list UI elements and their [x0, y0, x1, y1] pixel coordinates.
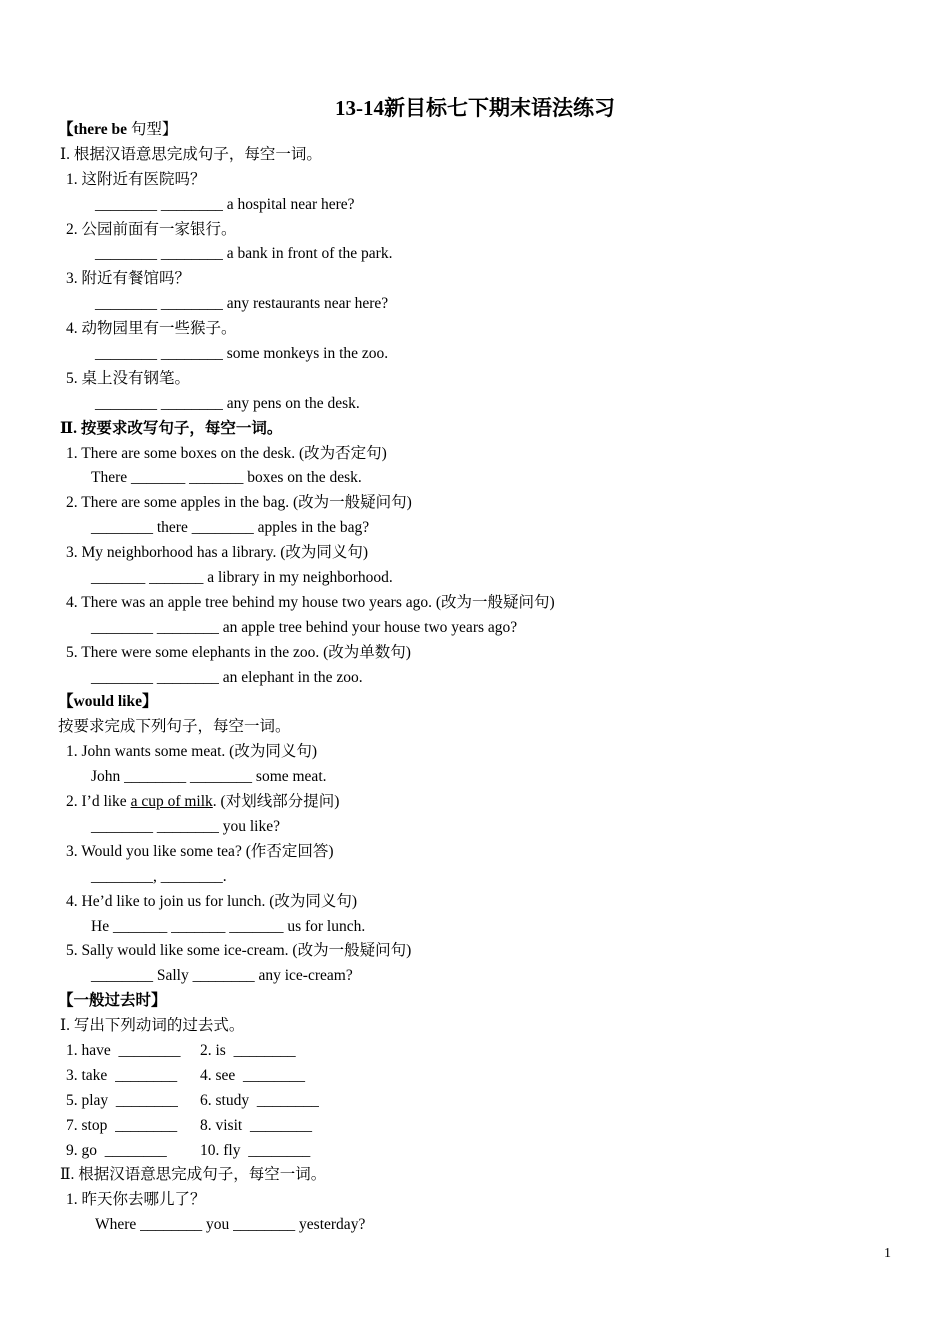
answer-line: ________ there ________ apples in the bag? — [91, 519, 370, 537]
verb-row — [58, 1089, 898, 1114]
answer-line: ________ ________ any pens on the desk. — [95, 394, 360, 412]
question-text: 2. There are some apples in the bag. (改为一般疑问句) — [66, 494, 412, 512]
verb-item: 7. stop ________ — [66, 1116, 178, 1134]
part1-instruction: Ⅰ. 根据汉语意思完成句子，每空一词。 — [60, 145, 322, 163]
verb-row — [58, 1139, 898, 1164]
past-part2-instruction: Ⅱ. 根据汉语意思完成句子，每空一词。 — [60, 1166, 327, 1184]
section-header-would-like: 【would like】 — [58, 693, 158, 711]
answer-line: ________ ________ some monkeys in the zoo. — [95, 345, 389, 363]
question-text: 5. Sally would like some ice-cream. (改为一般疑问句) — [66, 942, 412, 960]
verb-item: 8. visit ________ — [200, 1116, 312, 1134]
question-text: 3. Would you like some tea? (作否定回答) — [66, 842, 334, 860]
verb-row — [58, 1039, 898, 1064]
verb-row — [58, 1064, 898, 1089]
page-number: 1 — [884, 1246, 891, 1261]
question-text: 3. 附近有餐馆吗？ — [66, 270, 191, 288]
answer-line: Where ________ you ________ yesterday? — [95, 1216, 366, 1234]
answer-line: ________ ________ an elephant in the zoo. — [91, 668, 363, 686]
answer-line: ________ ________ a bank in front of the park. — [95, 245, 393, 263]
section-header-en: 【there be — [58, 121, 128, 138]
answer-line: _______ _______ a library in my neighborhood. — [91, 569, 393, 587]
question-text: 4. There was an apple tree behind my house two years ago. (改为一般疑问句) — [66, 593, 555, 611]
question-text: 3. My neighborhood has a library. (改为同义句) — [66, 544, 369, 562]
answer-line: ________ ________ you like? — [91, 817, 280, 835]
answer-line: ________ Sally ________ any ice-cream? — [91, 967, 353, 985]
verb-item: 4. see ________ — [200, 1066, 306, 1084]
answer-line: ________ ________ an apple tree behind your house two years ago? — [91, 618, 518, 636]
answer-line: John ________ ________ some meat. — [91, 768, 327, 786]
underlined-phrase: a cup of milk — [130, 793, 213, 811]
answer-line: ________, ________. — [91, 867, 227, 885]
verb-item: 9. go ________ — [66, 1141, 167, 1159]
question-text: 5. 桌上没有钢笔。 — [66, 369, 191, 387]
section-header-there-be — [58, 118, 898, 143]
verb-item: 2. is ________ — [200, 1041, 296, 1059]
answer-line: ________ ________ a hospital near here? — [95, 195, 355, 213]
question-text-post: . (对划线部分提问) — [212, 793, 340, 811]
question-text: 1. John wants some meat. (改为同义句) — [66, 743, 317, 761]
answer-line: ________ ________ any restaurants near here? — [95, 295, 389, 313]
would-like-instruction: 按要求完成下列句子，每空一词。 — [58, 718, 291, 736]
worksheet-body — [58, 118, 898, 1238]
verb-item: 1. have ________ — [66, 1041, 181, 1059]
verb-item: 3. take ________ — [66, 1066, 178, 1084]
verb-item: 10. fly ________ — [200, 1141, 311, 1159]
section-header-past-tense: 【一般过去时】 — [58, 992, 167, 1010]
answer-line: He _______ _______ _______ us for lunch. — [91, 917, 366, 935]
question-text-pre: 2. I’d like — [66, 793, 131, 811]
question-text: 4. He’d like to join us for lunch. (改为同义句) — [66, 892, 358, 910]
verb-item: 6. study ________ — [200, 1091, 319, 1109]
question-text: 4. 动物园里有一些猴子。 — [66, 320, 237, 338]
verb-row — [58, 1114, 898, 1139]
answer-line: There _______ _______ boxes on the desk. — [91, 469, 362, 487]
question-text: 2. 公园前面有一家银行。 — [66, 220, 237, 238]
page-title: 13-14新目标七下期末语法练习 — [335, 96, 615, 120]
question-text: 1. There are some boxes on the desk. (改为否定句) — [66, 444, 387, 462]
part2-instruction: Ⅱ. 按要求改写句子，每空一词。 — [60, 419, 283, 437]
question-text: 1. 昨天你去哪儿了？ — [66, 1191, 206, 1209]
question-text: 5. There were some elephants in the zoo. (改为单数句) — [66, 643, 411, 661]
section-header-cn: 句型】 — [127, 121, 178, 138]
verb-item: 5. play ________ — [66, 1091, 178, 1109]
question-text — [58, 790, 898, 815]
past-part1-instruction: Ⅰ. 写出下列动词的过去式。 — [60, 1017, 245, 1035]
question-text: 1. 这附近有医院吗？ — [66, 170, 206, 188]
